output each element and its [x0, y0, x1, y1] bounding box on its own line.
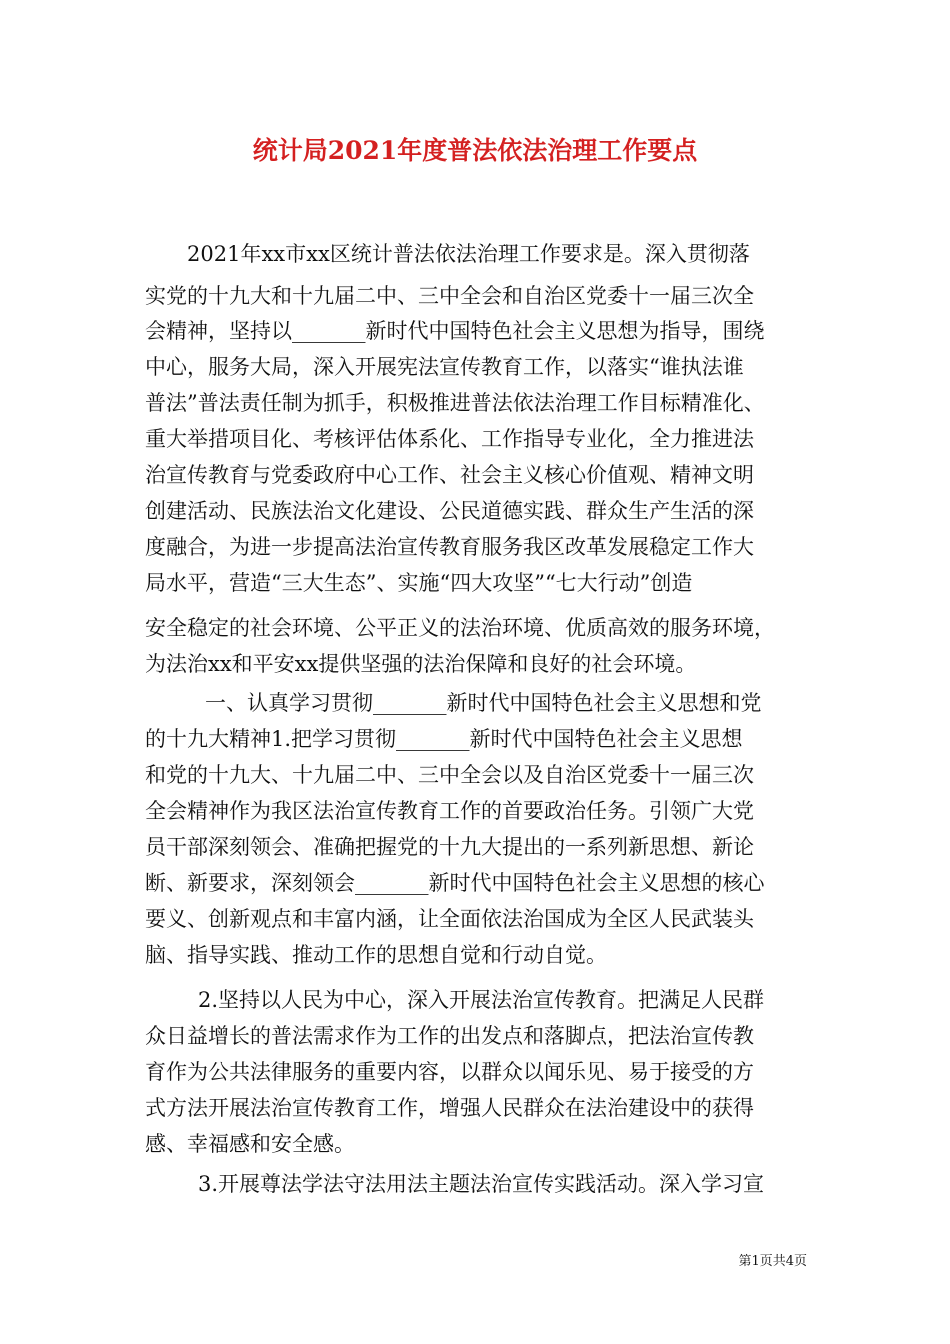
body-line-14: 的十九大精神1.把学习贯彻_______新时代中国特色社会主义思想 [145, 727, 743, 751]
body-line-17: 员干部深刻领会、准确把握党的十九大提出的一系列新思想、新论 [145, 835, 754, 859]
body-line-11: 安全稳定的社会环境、公平正义的法治环境、优质高效的服务环境， [145, 616, 775, 640]
body-line-13: 一、认真学习贯彻_______新时代中国特色社会主义思想和党 [205, 691, 762, 715]
body-line-5: 普法”普法责任制为抓手，积极推进普法依法治理工作目标精准化、 [145, 391, 765, 415]
body-line-18: 断、新要求，深刻领会_______新时代中国特色社会主义思想的核心 [145, 871, 765, 895]
body-line-21: 2.坚持以人民为中心，深入开展法治宣传教育。把满足人民群 [198, 988, 765, 1012]
body-line-2: 实党的十九大和十九届二中、三中全会和自治区党委十一届三次全 [145, 284, 754, 308]
body-line-19: 要义、创新观点和丰富内涵，让全面依法治国成为全区人民武装头 [145, 907, 754, 931]
body-line-6: 重大举措项目化、考核评估体系化、工作指导专业化，全力推进法 [145, 427, 754, 451]
body-line-10: 局水平，营造“三大生态”、实施“四大攻坚”“七大行动”创造 [145, 571, 693, 595]
body-line-22: 众日益增长的普法需求作为工作的出发点和落脚点，把法治宣传教 [145, 1024, 754, 1048]
body-line-7: 治宣传教育与党委政府中心工作、社会主义核心价值观、精神文明 [145, 463, 754, 487]
body-line-12: 为法治xx和平安xx提供坚强的法治保障和良好的社会环境。 [145, 652, 697, 676]
body-line-4: 中心，服务大局，深入开展宪法宣传教育工作，以落实“谁执法谁 [145, 355, 744, 379]
document-title: 统计局2021年度普法依法治理工作要点 [252, 136, 698, 165]
body-line-25: 感、幸福感和安全感。 [145, 1132, 355, 1156]
body-line-16: 全会精神作为我区法治宣传教育工作的首要政治任务。引领广大党 [145, 799, 754, 823]
body-line-15: 和党的十九大、十九届二中、三中全会以及自治区党委十一届三次 [145, 763, 754, 787]
body-line-24: 式方法开展法治宣传教育工作，增强人民群众在法治建设中的获得 [145, 1096, 754, 1120]
body-line-3: 会精神，坚持以_______新时代中国特色社会主义思想为指导，围绕 [145, 319, 765, 343]
body-line-9: 度融合，为进一步提高法治宣传教育服务我区改革发展稳定工作大 [145, 535, 754, 559]
body-line-20: 脑、指导实践、推动工作的思想自觉和行动自觉。 [145, 943, 607, 967]
page-number-footer: 第1页共4页 [738, 1254, 807, 1269]
body-line-23: 育作为公共法律服务的重要内容，以群众以闻乐见、易于接受的方 [145, 1060, 754, 1084]
body-line-26: 3.开展尊法学法守法用法主题法治宣传实践活动。深入学习宣 [198, 1172, 765, 1196]
body-line-1: 2021年xx市xx区统计普法依法治理工作要求是。深入贯彻落 [187, 242, 750, 266]
body-line-8: 创建活动、民族法治文化建设、公民道德实践、群众生产生活的深 [145, 499, 754, 523]
